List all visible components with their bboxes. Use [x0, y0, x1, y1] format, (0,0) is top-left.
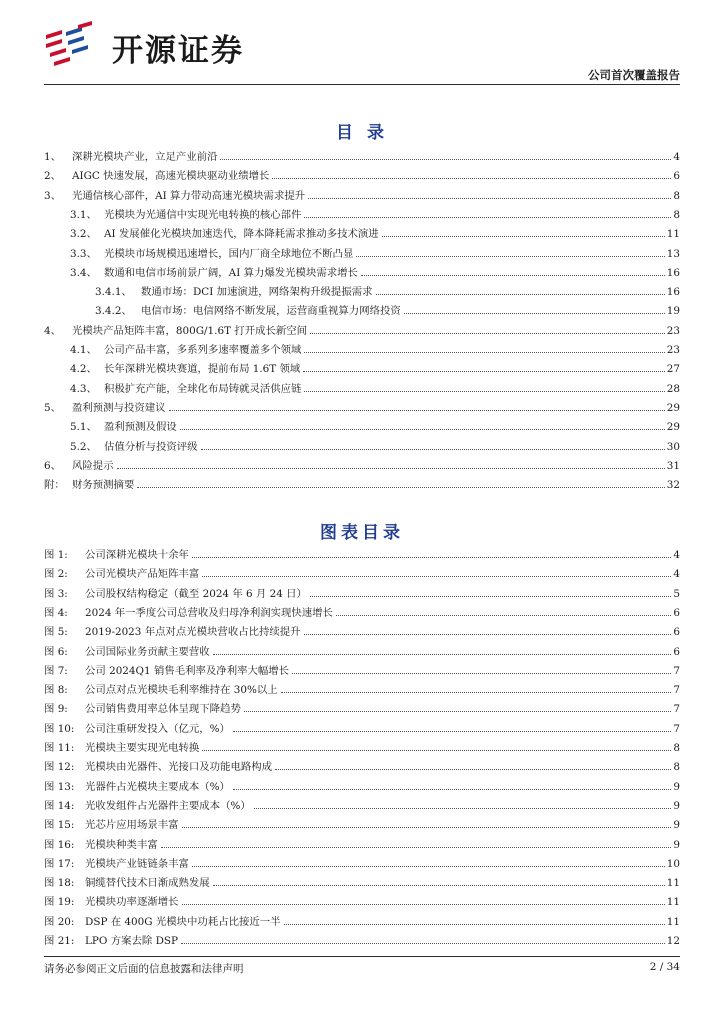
- toc-entry[interactable]: [44, 855, 680, 870]
- entry-page-number: 28: [666, 382, 680, 395]
- dot-leader: [220, 159, 671, 160]
- toc-entry[interactable]: [70, 245, 680, 260]
- entry-title: AIGC 快速发展，高速光模块驱动业绩增长: [72, 170, 270, 183]
- entry-title: 光模块种类丰富: [85, 838, 158, 851]
- dot-leader: [202, 576, 671, 577]
- entry-number: 图 17:: [44, 857, 75, 870]
- entry-title: 光模块主要实现光电转换: [85, 742, 200, 754]
- entry-title: 2024 年一季度公司总营收及归母净利润实现快速增长: [85, 606, 333, 619]
- entry-page-number: 29: [666, 401, 680, 414]
- entry-number: 3.1、: [70, 208, 97, 221]
- entry-page-number: 9: [673, 838, 680, 851]
- brand-name: 开源证券: [112, 33, 244, 69]
- footer-disclaimer: 请务必参阅正文后面的信息披露和法律声明: [44, 963, 244, 975]
- entry-number: 4.1、: [70, 344, 97, 356]
- dot-leader: [284, 924, 665, 925]
- entry-page-number: 11: [666, 896, 680, 909]
- entry-number: 图 9:: [44, 703, 68, 716]
- dot-leader: [272, 178, 671, 179]
- toc-entry[interactable]: [70, 360, 680, 375]
- entry-number: 图 3:: [44, 587, 68, 600]
- entry-title: 公司股权结构稳定（截至 2024 年 6 月 24 日）: [85, 587, 307, 600]
- report-type-label: 公司首次覆盖报告: [588, 68, 680, 82]
- entry-number: 图 1:: [44, 549, 68, 561]
- entry-title: 公司销售费用率总体呈现下降趋势: [85, 703, 241, 716]
- toc-entry[interactable]: [44, 816, 680, 831]
- entry-page-number: 31: [666, 459, 680, 472]
- entry-number: 图 20:: [44, 915, 75, 928]
- entry-title: 风险提示: [72, 459, 114, 472]
- toc-entry[interactable]: [44, 720, 680, 735]
- entry-title: 公司深耕光模块十余年: [85, 549, 189, 561]
- toc-entry[interactable]: [44, 913, 680, 928]
- entry-page-number: 9: [673, 819, 680, 832]
- entry-page-number: 29: [666, 421, 680, 434]
- entry-number: 5、: [44, 401, 62, 414]
- entry-number: 图 2:: [44, 568, 68, 581]
- entry-number: 图 4:: [44, 606, 68, 619]
- entry-number: 3.2、: [70, 228, 97, 241]
- entry-title: 盈利预测与投资建议: [72, 401, 166, 414]
- entry-number: 4.2、: [70, 363, 97, 376]
- entry-page-number: 11: [666, 877, 680, 890]
- dot-leader: [213, 885, 665, 886]
- entry-number: 6、: [44, 459, 62, 472]
- entry-title: 光模块由光器件、光接口及功能电路构成: [85, 761, 273, 774]
- toc-entry[interactable]: [44, 643, 680, 658]
- entry-number: 4、: [44, 324, 62, 337]
- toc-entry[interactable]: [44, 457, 680, 472]
- entry-number: 图 15:: [44, 819, 75, 832]
- entry-title: 2019-2023 年点对点光模块营收占比持续提升: [85, 626, 301, 639]
- toc-entry[interactable]: [44, 893, 680, 908]
- dot-leader: [404, 313, 665, 314]
- entry-title: 公司点对点光模块毛利率维持在 30%以上: [85, 684, 278, 697]
- toc-entry[interactable]: [44, 778, 680, 793]
- toc-entry[interactable]: [44, 604, 680, 619]
- dot-leader: [356, 256, 664, 257]
- dot-leader: [303, 371, 664, 372]
- entry-number: 图 7:: [44, 664, 68, 677]
- dot-leader: [180, 429, 665, 430]
- entry-number: 图 13:: [44, 780, 75, 793]
- entry-number: 附：: [44, 479, 65, 492]
- entry-title: 光模块市场规模迅速增长，国内厂商全球地位不断凸显: [104, 247, 354, 260]
- entry-number: 3.4.2、: [95, 305, 132, 318]
- brand-logo-icon: [42, 20, 102, 68]
- dot-leader: [137, 487, 664, 488]
- entry-page-number: 7: [673, 664, 680, 677]
- toc-entry[interactable]: [44, 187, 680, 202]
- toc-entry[interactable]: [44, 758, 680, 773]
- entry-number: 图 19:: [44, 896, 75, 909]
- toc-entry[interactable]: [95, 302, 680, 317]
- entry-title: AI 发展催化光模块加速迭代，降本降耗需求推动多技术演进: [104, 228, 379, 241]
- entry-title: 铜缆替代技术日渐成熟发展: [85, 877, 210, 890]
- entry-page-number: 4: [673, 549, 680, 561]
- dot-leader: [310, 333, 665, 334]
- entry-number: 图 16:: [44, 838, 75, 851]
- dot-leader: [161, 847, 672, 848]
- entry-page-number: 32: [666, 479, 680, 492]
- toc-entry[interactable]: [44, 585, 680, 600]
- toc-entry[interactable]: [70, 341, 680, 356]
- entry-number: 1、: [44, 151, 62, 163]
- dot-leader: [202, 750, 671, 751]
- toc-entry[interactable]: [44, 322, 680, 337]
- entry-page-number: 16: [666, 286, 680, 299]
- entry-number: 图 8:: [44, 684, 68, 697]
- dot-leader: [376, 294, 665, 295]
- entry-number: 图 12:: [44, 761, 75, 774]
- entry-page-number: 7: [673, 722, 680, 735]
- entry-number: 图 21:: [44, 935, 75, 947]
- entry-page-number: 23: [666, 344, 680, 356]
- entry-title: 光器件占光模块主要成本（%）: [85, 780, 230, 793]
- dot-leader: [233, 731, 671, 732]
- dot-leader: [254, 808, 672, 809]
- toc-entry[interactable]: [70, 225, 680, 240]
- dot-leader: [304, 217, 671, 218]
- dot-leader: [192, 557, 671, 558]
- entry-page-number: 9: [673, 799, 680, 812]
- dot-leader: [182, 827, 672, 828]
- dot-leader: [361, 275, 665, 276]
- entry-title: 公司光模块产品矩阵丰富: [85, 568, 200, 581]
- entry-page-number: 7: [673, 703, 680, 716]
- entry-number: 3.4、: [70, 266, 97, 279]
- dot-leader: [275, 769, 671, 770]
- toc-entry[interactable]: [44, 739, 680, 754]
- toc-entry[interactable]: [44, 874, 680, 889]
- dot-leader: [117, 468, 665, 469]
- entry-title: 长年深耕光模块赛道，提前布局 1.6T 领域: [104, 363, 301, 376]
- entry-page-number: 13: [666, 247, 680, 260]
- toc-entry[interactable]: [70, 438, 680, 453]
- entry-number: 4.3、: [70, 382, 97, 395]
- entry-number: 图 18:: [44, 877, 75, 890]
- entry-number: 图 11:: [44, 742, 75, 754]
- entry-title: 积极扩充产能，全球化布局铸就灵活供应链: [104, 382, 302, 395]
- entry-title: 公司注重研发投入（亿元，%）: [85, 722, 230, 735]
- entry-page-number: 5: [673, 587, 680, 600]
- entry-title: 光通信核心部件，AI 算力带动高速光模块需求提升: [72, 189, 306, 202]
- toc-entry[interactable]: [44, 797, 680, 812]
- toc-entry[interactable]: [70, 206, 680, 221]
- page-header: [0, 0, 724, 90]
- header-divider: [44, 84, 680, 85]
- entry-title: 深耕光模块产业，立足产业前沿: [72, 151, 218, 163]
- entry-number: 2、: [44, 170, 62, 183]
- entry-title: 光模块功率逐渐增长: [85, 896, 179, 909]
- entry-page-number: 11: [666, 228, 680, 241]
- entry-page-number: 11: [666, 915, 680, 928]
- dot-leader: [336, 615, 671, 616]
- entry-number: 图 14:: [44, 799, 75, 812]
- entry-title: LPO 方案去除 DSP: [85, 935, 179, 947]
- entry-number: 图 10:: [44, 722, 75, 735]
- entry-page-number: 4: [673, 568, 680, 581]
- entry-title: 公司 2024Q1 销售毛利率及净利率大幅增长: [85, 664, 290, 677]
- entry-title: 财务预测摘要: [72, 479, 135, 492]
- toc-entry[interactable]: [44, 476, 680, 491]
- entry-page-number: 6: [673, 606, 680, 619]
- footer-divider: [44, 956, 680, 957]
- entry-title: 光收发组件占光器件主要成本（%）: [85, 799, 251, 812]
- entry-page-number: 12: [666, 935, 680, 947]
- entry-page-number: 30: [666, 440, 680, 453]
- figures-title: 图表目录: [320, 523, 404, 543]
- toc-entry[interactable]: [44, 932, 680, 947]
- toc-entry[interactable]: [44, 662, 680, 677]
- toc-entry[interactable]: [44, 565, 680, 580]
- toc-entry[interactable]: [44, 148, 680, 163]
- entry-page-number: 6: [673, 626, 680, 639]
- dot-leader: [382, 236, 665, 237]
- entry-title: 光模块产业链链条丰富: [85, 857, 189, 870]
- entry-page-number: 16: [666, 266, 680, 279]
- entry-title: 光芯片应用场景丰富: [85, 819, 179, 832]
- entry-number: 3.3、: [70, 247, 97, 260]
- entry-title: 数通和电信市场前景广阔，AI 算力爆发光模块需求增长: [104, 266, 358, 279]
- entry-page-number: 8: [673, 189, 680, 202]
- entry-title: 光模块为光通信中实现光电转换的核心部件: [104, 208, 302, 221]
- entry-page-number: 19: [666, 305, 680, 318]
- entry-number: 5.2、: [70, 440, 97, 453]
- entry-title: 估值分析与投资评级: [104, 440, 198, 453]
- dot-leader: [169, 410, 665, 411]
- entry-number: 图 6:: [44, 645, 68, 658]
- toc-entry[interactable]: [44, 836, 680, 851]
- dot-leader: [304, 391, 664, 392]
- toc-entry[interactable]: [44, 700, 680, 715]
- dot-leader: [201, 449, 665, 450]
- toc-entry[interactable]: [95, 283, 680, 298]
- entry-page-number: 8: [673, 761, 680, 774]
- dot-leader: [244, 711, 672, 712]
- entry-page-number: 23: [666, 324, 680, 337]
- toc-entry[interactable]: [70, 418, 680, 433]
- toc-entry[interactable]: [44, 167, 680, 182]
- dot-leader: [308, 198, 671, 199]
- dot-leader: [213, 654, 672, 655]
- entry-title: DSP 在 400G 光模块中功耗占比接近一半: [85, 915, 281, 928]
- entry-page-number: 7: [673, 684, 680, 697]
- dot-leader: [233, 789, 671, 790]
- dot-leader: [304, 352, 664, 353]
- entry-title: 盈利预测及假设: [104, 421, 177, 434]
- entry-page-number: 6: [673, 645, 680, 658]
- dot-leader: [310, 596, 671, 597]
- dot-leader: [304, 634, 672, 635]
- entry-title: 公司国际业务贡献主要营收: [85, 645, 210, 658]
- toc-entry[interactable]: [44, 399, 680, 414]
- entry-title: 光模块产品矩阵丰富，800G/1.6T 打开成长新空间: [72, 324, 308, 337]
- entry-title: 电信市场：电信网络不断发展，运营商重视算力网络投资: [141, 305, 401, 318]
- dot-leader: [292, 673, 671, 674]
- entry-title: 公司产品丰富，多系列多速率覆盖多个领域: [104, 344, 302, 356]
- toc-entry[interactable]: [70, 380, 680, 395]
- dot-leader: [192, 866, 665, 867]
- entry-page-number: 10: [666, 857, 680, 870]
- dot-leader: [181, 943, 665, 944]
- toc-entry[interactable]: [44, 546, 680, 561]
- dot-leader: [182, 904, 665, 905]
- entry-number: 3、: [44, 189, 62, 202]
- entry-number: 图 5:: [44, 626, 68, 639]
- toc-entry[interactable]: [44, 623, 680, 638]
- entry-page-number: 8: [673, 208, 680, 221]
- dot-leader: [281, 692, 672, 693]
- toc-title: 目 录: [336, 123, 388, 143]
- entry-page-number: 8: [673, 742, 680, 754]
- entry-title: 数通市场：DCI 加速演进，网络架构升级提振需求: [141, 286, 373, 299]
- entry-number: 3.4.1、: [95, 286, 132, 299]
- entry-page-number: 27: [666, 363, 680, 376]
- entry-number: 5.1、: [70, 421, 97, 434]
- toc-entry[interactable]: [70, 264, 680, 279]
- entry-page-number: 9: [673, 780, 680, 793]
- entry-page-number: 4: [673, 151, 680, 163]
- entry-page-number: 6: [673, 170, 680, 183]
- toc-entry[interactable]: [44, 681, 680, 696]
- page-number: 2 / 34: [649, 961, 680, 973]
